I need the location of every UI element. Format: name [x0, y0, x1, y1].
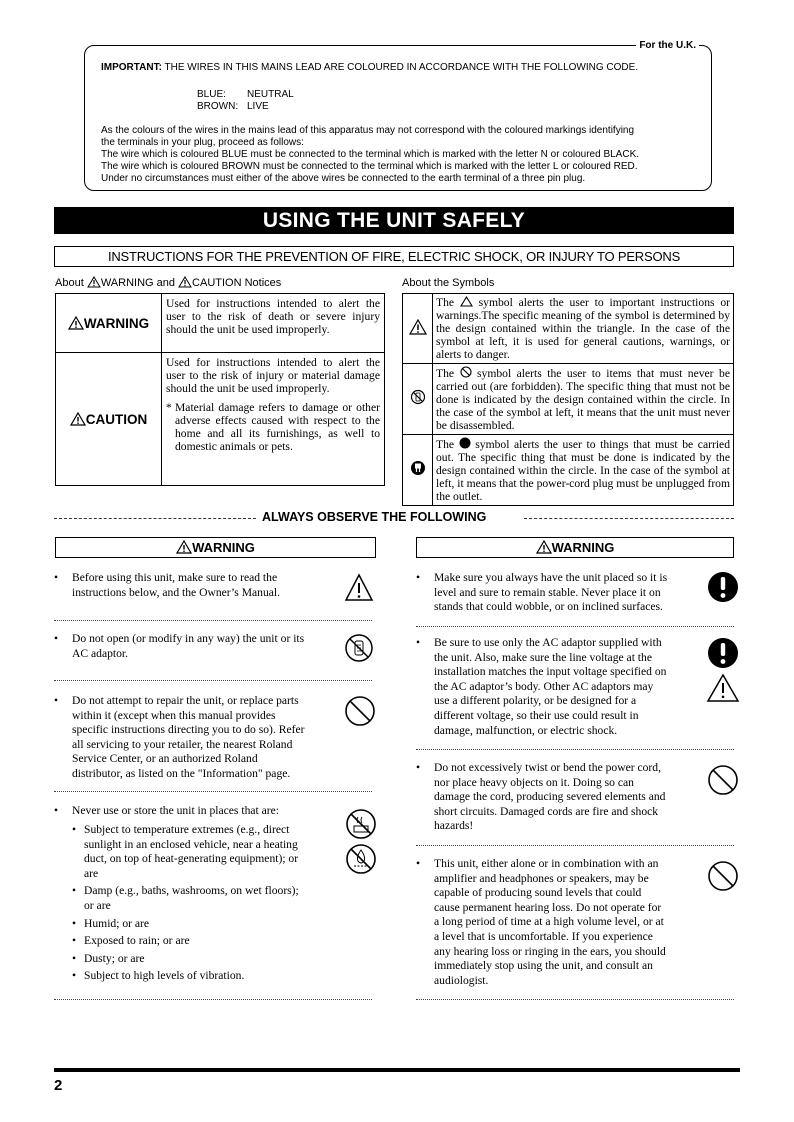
text-line: Do not open (or modify in any way) the unit or its — [72, 632, 305, 645]
note-mark: * — [166, 401, 172, 414]
page-subtitle: INSTRUCTIONS FOR THE PREVENTION OF FIRE, ELECTRIC SHOCK, OR INJURY TO PERSONS — [54, 246, 734, 267]
warning-label-cell — [56, 294, 162, 353]
about-notices-heading — [55, 276, 281, 290]
notices-table — [55, 293, 385, 486]
uk-wiring-notice — [84, 40, 712, 191]
always-observe-heading: ALWAYS OBSERVE THE FOLLOWING — [262, 510, 487, 524]
prohibition-icon — [707, 764, 739, 796]
text-line: capable of producing sound levels that could — [434, 886, 642, 900]
item-text — [72, 804, 279, 819]
page-title: USING THE UNIT SAFELY — [54, 207, 734, 234]
text-line: immediately stop using the unit, and consult an — [434, 959, 653, 973]
text-line: any hearing loss or ringing in the ears, you should — [434, 944, 666, 958]
text-line: cause permanent hearing loss. Do not operate for — [434, 900, 662, 914]
text-line: installation matches the input voltage specified on — [434, 665, 667, 679]
desc-text: The — [436, 296, 460, 309]
uk-instructions — [101, 125, 701, 185]
caution-note — [166, 401, 380, 453]
text-line: AC adaptor. — [72, 646, 129, 660]
important-prefix: IMPORTANT: — [101, 62, 162, 73]
footer-rule — [54, 1068, 740, 1072]
sub-list-item — [72, 823, 342, 881]
warning-description: Used for instructions intended to alert the user to the risk of death or severe injury should the unit be used improperly. — [162, 294, 385, 353]
text-line: short circuits. Damaged cords are fire and shock — [434, 804, 659, 818]
text-line: • Subject to high levels of vibration. — [84, 969, 245, 983]
symbols-table — [402, 293, 734, 506]
divider-line — [524, 518, 734, 519]
item-separator — [54, 999, 372, 1000]
mandatory-symbol-description — [433, 435, 734, 506]
left-warning-header — [55, 537, 376, 558]
heading-text: WARNING — [100, 277, 154, 289]
text-line: a level that is uncomfortable. If you experience — [434, 929, 653, 943]
sub-list-item — [72, 884, 342, 913]
prohibition-icon — [460, 366, 472, 378]
item-separator — [54, 791, 372, 792]
sub-list-item — [72, 934, 342, 949]
text-line: level and sure to remain stable. Never place it on — [434, 585, 661, 599]
text-line: nor place heavy objects on it. Doing so can — [434, 775, 634, 789]
text-line: Be sure to use only the AC adaptor supplied with — [434, 636, 662, 649]
text-line: hazards! — [434, 819, 474, 833]
warning-triangle-icon — [68, 316, 84, 330]
heading-text: and — [153, 277, 179, 289]
uk-line: The wire which is coloured BROWN must be connected to the terminal which is marked with the letter L or coloured RED. — [101, 161, 638, 172]
item-text — [72, 571, 280, 600]
text-line: damage the cord, producing severed elements and — [434, 790, 666, 804]
no-disassembly-icon — [344, 633, 374, 663]
no-water-icon — [345, 843, 377, 875]
wire-color-meaning: NEUTRAL — [247, 89, 294, 100]
mandatory-action-icon — [707, 637, 739, 669]
text-line: the unit. Also, make sure the line voltage at the — [434, 650, 652, 664]
about-symbols-heading: About the Symbols — [402, 277, 495, 289]
caution-label: CAUTION — [85, 411, 148, 427]
text-line: within it (except when this manual provides — [72, 708, 276, 722]
desc-text: symbol alerts the user to things that must be carried out. The specific thing that must be done is indicated by the design contained within the circle. In the case of the symbol at left, it means that the power-cord plug must be unplugged from the outlet. — [436, 438, 730, 503]
text-line: • Damp (e.g., baths, washrooms, on wet floors); — [84, 884, 299, 898]
header-label: WARNING — [192, 540, 255, 555]
text-line: all servicing to your retailer, the nearest Roland — [72, 737, 293, 751]
sub-list-item — [72, 952, 342, 967]
item-separator — [416, 749, 734, 750]
caution-description — [162, 353, 385, 486]
text-line: • Exposed to rain; or are — [84, 934, 190, 948]
item-separator — [54, 680, 372, 681]
desc-text: The — [436, 367, 460, 380]
text-line: distributor, as listed on the "Information" page. — [72, 766, 291, 780]
text-line: Do not excessively twist or bend the power cord, — [434, 761, 661, 774]
text-line: duct, on top of heat-generating equipment); or — [84, 852, 299, 866]
symbol-cell — [403, 364, 433, 435]
important-text: THE WIRES IN THIS MAINS LEAD ARE COLOURED IN ACCORDANCE WITH THE FOLLOWING CODE. — [161, 62, 639, 73]
triangle-icon — [460, 296, 473, 307]
sub-list-item — [72, 917, 342, 932]
bullet: • — [54, 804, 59, 817]
bullet: • — [54, 694, 59, 707]
text-line: damage, malfunction, or electric shock. — [434, 723, 618, 737]
warning-triangle-icon — [87, 276, 101, 288]
text-line: sunlight in an enclosed vehicle, near a heating — [84, 837, 298, 851]
caution-triangle-icon — [178, 276, 192, 288]
prohibition-symbol-description — [433, 364, 734, 435]
heading-text: CAUTION — [192, 277, 242, 289]
wire-color-name: BROWN: — [197, 101, 239, 112]
item-text — [434, 571, 667, 615]
triangle-symbol-description — [433, 294, 734, 364]
text-line: use a different polarity, or be designed for a — [434, 694, 637, 708]
no-heat-icon — [345, 808, 377, 840]
caution-label-cell — [56, 353, 162, 486]
warning-triangle-icon — [536, 540, 552, 554]
uk-important-line — [101, 62, 638, 74]
sub-list-item — [72, 969, 342, 984]
uk-line: As the colours of the wires in the mains lead of this apparatus may not correspond with the coloured markings identifying — [101, 125, 635, 136]
item-separator — [416, 999, 734, 1000]
text-line: Before using this unit, make sure to read the — [72, 571, 278, 584]
bullet: • — [54, 632, 59, 645]
item-text — [434, 636, 666, 738]
text-line: specific instructions directing you to do so). Refer — [72, 723, 305, 737]
desc-text: symbol alerts the user to important instructions or warnings.The specific meaning of the symbol is determined by the design contained within the triangle. In the case of the symbol at left, it is used for general cautions, warnings, or alerts to danger. — [436, 296, 730, 361]
unplug-icon — [410, 460, 426, 476]
text-line: the AC adaptor’s body. Other AC adaptors may — [434, 679, 654, 693]
caution-text: Used for instructions intended to alert the user to the risk of injury or material damage should the unit be used improperly. — [166, 356, 380, 395]
header-label: WARNING — [551, 540, 615, 555]
general-warning-icon — [409, 319, 427, 335]
item-text — [434, 761, 665, 834]
text-line: This unit, either alone or in combination with an — [434, 857, 659, 870]
text-line: Make sure you always have the unit placed so it is — [434, 571, 668, 584]
uk-line: Under no circumstances must either of the above wires be connected to the earth terminal of a three pin plug. — [101, 173, 586, 184]
general-warning-icon — [344, 573, 374, 603]
text-line: instructions below, and the Owner’s Manual. — [72, 585, 281, 599]
bullet: • — [416, 761, 421, 774]
mandatory-action-icon — [707, 571, 739, 603]
bullet: • — [54, 571, 59, 584]
warning-label: WARNING — [83, 315, 150, 331]
item-text — [434, 857, 666, 988]
text-line: or are — [84, 898, 111, 912]
desc-text: The — [436, 438, 459, 451]
item-separator — [54, 620, 372, 621]
text-line: stands that could wobble, or on inclined surfaces. — [434, 600, 663, 614]
text-line: • Dusty; or are — [84, 951, 145, 965]
prohibition-icon — [707, 860, 739, 892]
item-separator — [416, 845, 734, 846]
text-line: audiologist. — [434, 973, 489, 987]
text-line: different voltage, so their use could result in — [434, 708, 639, 722]
text-line: amplifier and headphones or speakers, may be — [434, 871, 649, 885]
warning-triangle-icon — [176, 540, 192, 554]
text-line: • Humid; or are — [84, 916, 150, 930]
text-line: Never use or store the unit in places that are: — [72, 804, 280, 817]
uk-line: the terminals in your plug, proceed as follows: — [101, 137, 304, 148]
filled-circle-icon — [459, 437, 471, 449]
wire-color-name: BLUE: — [197, 89, 226, 100]
uk-label: For the U.K. — [636, 39, 699, 52]
symbol-cell — [403, 435, 433, 506]
right-warning-header — [416, 537, 734, 558]
wire-color-meaning: LIVE — [247, 101, 269, 112]
prohibition-icon — [344, 695, 376, 727]
bullet: • — [416, 571, 421, 584]
symbol-cell — [403, 294, 433, 364]
item-separator — [416, 626, 734, 627]
desc-text: symbol alerts the user to items that must never be carried out (are forbidden). The specific thing that must not be done is indicated by the design contained within the circle. In the case of the symbol at left, it means that the unit must never be disassembled. — [436, 367, 730, 432]
uk-line: The wire which is coloured BLUE must be connected to the terminal which is marked with the letter N or coloured BLACK. — [101, 149, 640, 160]
bullet: • — [416, 857, 421, 870]
caution-note-text: Material damage refers to damage or other adverse effects caused with respect to the home and all its furnishings, as well to domestic animals or pets. — [175, 401, 380, 453]
page-number: 2 — [54, 1077, 63, 1094]
text-line: a long period of time at a high volume level, or at — [434, 915, 664, 929]
text-line: • Subject to temperature extremes (e.g., direct — [84, 823, 290, 836]
sub-list — [72, 823, 342, 984]
divider-line — [54, 518, 256, 519]
text-line: Do not attempt to repair the unit, or replace parts — [72, 694, 299, 707]
disassembly-prohibited-icon — [410, 389, 426, 405]
item-text — [72, 694, 304, 782]
text-line: are — [84, 866, 99, 880]
item-text — [72, 632, 304, 661]
text-line: Service Center, or an authorized Roland — [72, 752, 258, 766]
wire-color-table — [197, 89, 294, 113]
bullet: • — [416, 636, 421, 649]
caution-triangle-icon — [70, 412, 86, 426]
heading-text: Notices — [241, 277, 282, 289]
heading-text: About — [55, 277, 87, 289]
general-warning-icon — [706, 673, 740, 703]
